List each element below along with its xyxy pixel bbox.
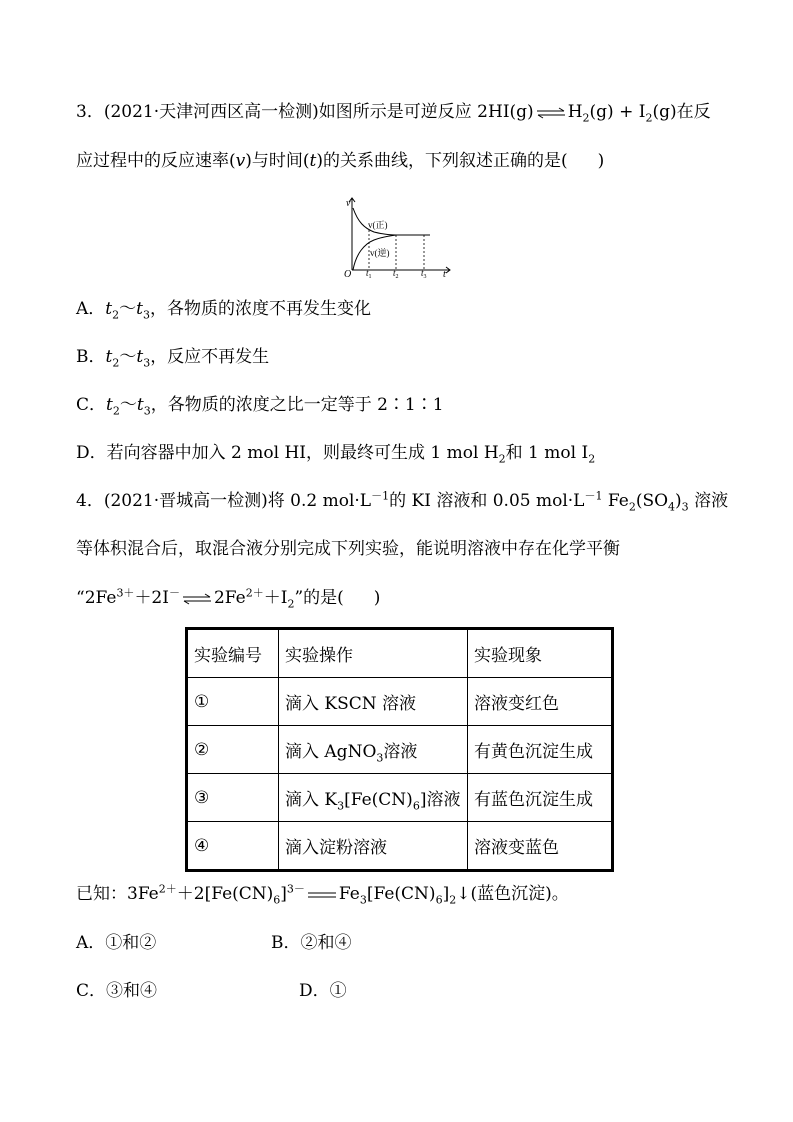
option-text: 若向容器中加入 2 mol HI，则最终可生成 1 mol H: [106, 443, 499, 463]
q4-text: 溶液: [688, 491, 729, 511]
tick-t: t: [366, 268, 369, 278]
q3-number: 3．: [76, 102, 104, 122]
tilde: ～: [119, 395, 137, 415]
q3-source: (2021·天津河西区高一检测)如图所示是可逆反应: [103, 102, 478, 122]
var-t: t: [309, 151, 317, 171]
subscript: 2: [112, 356, 120, 370]
q3-text: )与时间(: [245, 151, 310, 171]
op-text: 滴入淀粉溶液: [285, 838, 387, 858]
superscript: －1: [371, 489, 390, 503]
known-text: Fe: [338, 884, 360, 904]
row-id: ①: [187, 678, 279, 726]
option-text: ，各物质的浓度之比一定等于 2∶1∶1: [150, 395, 444, 415]
header-phenomenon: 实验现象: [468, 629, 613, 678]
subscript: 2: [112, 404, 120, 418]
var-t: t: [105, 347, 113, 367]
q4-text: 的 KI 溶液和 0.05 mol·L: [389, 491, 585, 511]
known-text: ↓(蓝色沉淀)。: [456, 884, 569, 904]
superscript: －: [168, 586, 180, 600]
var-t: t: [136, 299, 143, 319]
option-text: ，反应不再发生: [150, 347, 270, 367]
q4-text: Fe: [602, 491, 629, 511]
reaction-right: H: [567, 102, 583, 122]
equals-sign-icon: [307, 889, 337, 901]
superscript: 2＋: [158, 882, 177, 896]
known-text: 已知：3Fe: [76, 884, 159, 904]
op-text: 滴入 AgNO: [285, 742, 377, 762]
experiment-table: [185, 627, 614, 872]
subscript: 2: [628, 500, 636, 514]
q4-text: ＋I: [263, 588, 288, 608]
subscript: 6: [435, 893, 443, 907]
subscript: 2: [112, 308, 120, 322]
row-operation: [279, 726, 468, 774]
subscript: 3: [359, 893, 367, 907]
q4-line2: 等体积混合后，取混合液分别完成下列实验，能说明溶液中存在化学平衡: [76, 539, 620, 559]
known-text: ]: [442, 884, 450, 904]
q3-option-b[interactable]: [76, 345, 269, 369]
axis-x-label: t: [443, 269, 446, 278]
reversible-arrow-icon: [536, 107, 566, 119]
option-label: D．: [76, 443, 107, 463]
q3-line2: [76, 149, 604, 173]
q4-text: 2Fe: [213, 588, 246, 608]
q4-option-b[interactable]: B．②和④: [271, 933, 352, 953]
tick-sub: 2: [395, 274, 399, 278]
q4-line3: [76, 586, 380, 610]
subscript: 3: [376, 751, 384, 765]
q4-option-a[interactable]: A．①和②: [76, 933, 157, 953]
row-operation: [279, 822, 468, 871]
q3-text: 应过程中的反应速率(: [76, 151, 236, 171]
q4-line1: [76, 489, 728, 513]
header-operation: 实验操作: [279, 629, 468, 678]
q4-text: ＋2I: [134, 588, 169, 608]
q3-option-a[interactable]: [76, 297, 371, 321]
superscript: 2＋: [245, 586, 264, 600]
row-operation: [279, 774, 468, 822]
table-header-row: [187, 629, 613, 678]
subscript: 6: [273, 893, 281, 907]
origin-label: O: [344, 269, 352, 278]
subscript: 3: [143, 404, 151, 418]
table-row: [187, 678, 613, 726]
tick-sub: 3: [423, 274, 427, 278]
subscript: 2: [449, 893, 457, 907]
table-row: [187, 774, 613, 822]
option-label: A．: [76, 299, 106, 319]
tilde: ～: [119, 299, 137, 319]
subscript: 2: [588, 452, 596, 466]
var-t: t: [105, 299, 113, 319]
subscript: 3: [142, 308, 150, 322]
reaction-left: 2HI(g): [477, 102, 534, 122]
q3-option-c[interactable]: [76, 393, 444, 417]
row-result: 溶液变蓝色: [468, 822, 613, 871]
op-text: 滴入 K: [285, 790, 338, 810]
tick-sub: 1: [368, 274, 372, 278]
subscript: 2: [498, 452, 506, 466]
q4-text: (2021·晋城高一检测)将 0.2 mol·L: [103, 491, 372, 511]
header-id: 实验编号: [187, 629, 279, 678]
op-text: [Fe(CN): [344, 790, 413, 810]
table-row: [187, 822, 613, 871]
axis-y-label: v: [346, 198, 351, 209]
subscript: 2: [582, 111, 590, 125]
superscript: 3＋: [116, 586, 135, 600]
superscript: 3－: [286, 882, 305, 896]
subscript: 3: [681, 500, 689, 514]
q4-text: ”的是(: [294, 588, 344, 608]
q3-option-d[interactable]: [76, 441, 595, 465]
known-text: [Fe(CN): [366, 884, 436, 904]
q4-text: (SO: [635, 491, 669, 511]
q4-known: [76, 882, 569, 906]
option-text: 和 1 mol I: [505, 443, 589, 463]
q4-option-c[interactable]: C．③和④: [76, 981, 158, 1001]
var-v: v: [235, 151, 246, 171]
row-id: ③: [187, 774, 279, 822]
known-text: ]: [280, 884, 287, 904]
var-t: t: [106, 395, 113, 415]
op-text: 溶液: [383, 742, 418, 762]
option-label: C．: [76, 395, 107, 415]
forward-rate-curve: [353, 208, 430, 235]
superscript: －1: [584, 489, 603, 503]
tick-t: t: [421, 268, 424, 278]
known-text: ＋2[Fe(CN): [176, 884, 274, 904]
q3-line1: [76, 100, 711, 124]
q4-option-d[interactable]: D．①: [299, 981, 347, 1001]
subscript: 2: [645, 111, 653, 125]
q4-text: “2Fe: [76, 588, 117, 608]
rate-time-graph: [338, 194, 453, 278]
row-result: 有蓝色沉淀生成: [468, 774, 613, 822]
paren-close: ): [597, 151, 605, 171]
option-label: B．: [76, 347, 106, 367]
var-t: t: [136, 347, 144, 367]
row-result: 溶液变红色: [468, 678, 613, 726]
forward-label: v(正): [368, 220, 388, 230]
subscript: 2: [287, 597, 295, 611]
q3-text: )的关系曲线，下列叙述正确的是(: [316, 151, 568, 171]
q4-number: 4．: [76, 491, 104, 511]
op-text: 滴入 KSCN 溶液: [285, 694, 417, 714]
subscript: 4: [668, 500, 676, 514]
reverse-label: v(逆): [370, 248, 390, 258]
subscript: 6: [412, 799, 420, 813]
table-row: [187, 726, 613, 774]
row-result: 有黄色沉淀生成: [468, 726, 613, 774]
q4-text: ): [675, 491, 682, 511]
paren-close: ): [373, 588, 381, 608]
reaction-text: (g)在反: [652, 102, 711, 122]
reaction-text: (g) + I: [589, 102, 646, 122]
subscript: 3: [337, 799, 345, 813]
row-id: ②: [187, 726, 279, 774]
tick-t: t: [393, 268, 396, 278]
row-operation: [279, 678, 468, 726]
row-id: ④: [187, 822, 279, 871]
subscript: 3: [143, 356, 151, 370]
tilde: ～: [119, 347, 137, 367]
op-text: ]溶液: [419, 790, 461, 810]
var-t: t: [136, 395, 144, 415]
option-text: ，各物质的浓度不再发生变化: [149, 299, 371, 319]
reversible-arrow-icon: [182, 593, 212, 605]
